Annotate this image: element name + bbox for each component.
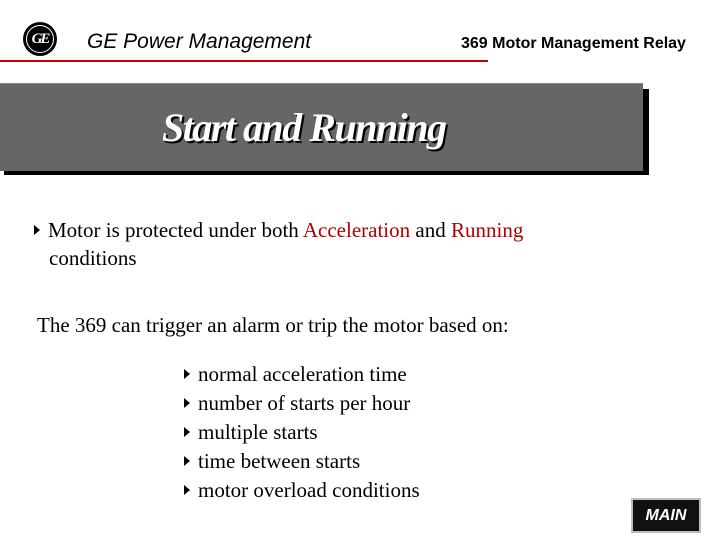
product-name: 369 Motor Management Relay [461,35,686,52]
bullet-arrow-icon [34,225,40,235]
point1-highlight-acceleration: Acceleration [302,218,411,242]
bullet-arrow-icon [184,427,190,437]
ge-logo-monogram: GE [26,25,54,53]
ge-logo-icon [23,22,57,56]
company-name: GE Power Management [87,30,312,53]
slide-title: Start and Running [162,105,446,150]
point1-after: conditions [49,246,137,270]
criteria-list [184,360,420,505]
list-item [184,389,420,418]
bullet-arrow-icon [184,398,190,408]
bullet-arrow-icon [184,369,190,379]
point1-highlight-running: Running [450,218,524,242]
list-item [184,447,420,476]
list-item [184,360,420,389]
intro-text: The 369 can trigger an alarm or trip the motor based on: [37,313,509,337]
list-item-label: multiple starts [198,420,318,444]
bullet-arrow-icon [184,485,190,495]
list-item [184,476,420,505]
main-button[interactable]: MAIN [631,498,701,533]
bullet-arrow-icon [184,456,190,466]
list-item [184,418,420,447]
point1-before: Motor is protected under both [48,218,299,242]
list-item-label: motor overload conditions [198,478,420,502]
bullet-point-protection [34,216,634,272]
list-item-label: normal acceleration time [198,362,407,386]
list-item-label: time between starts [198,449,361,473]
list-item-label: number of starts per hour [198,391,411,415]
point1-middle: and [415,218,446,242]
header-divider [0,60,488,62]
